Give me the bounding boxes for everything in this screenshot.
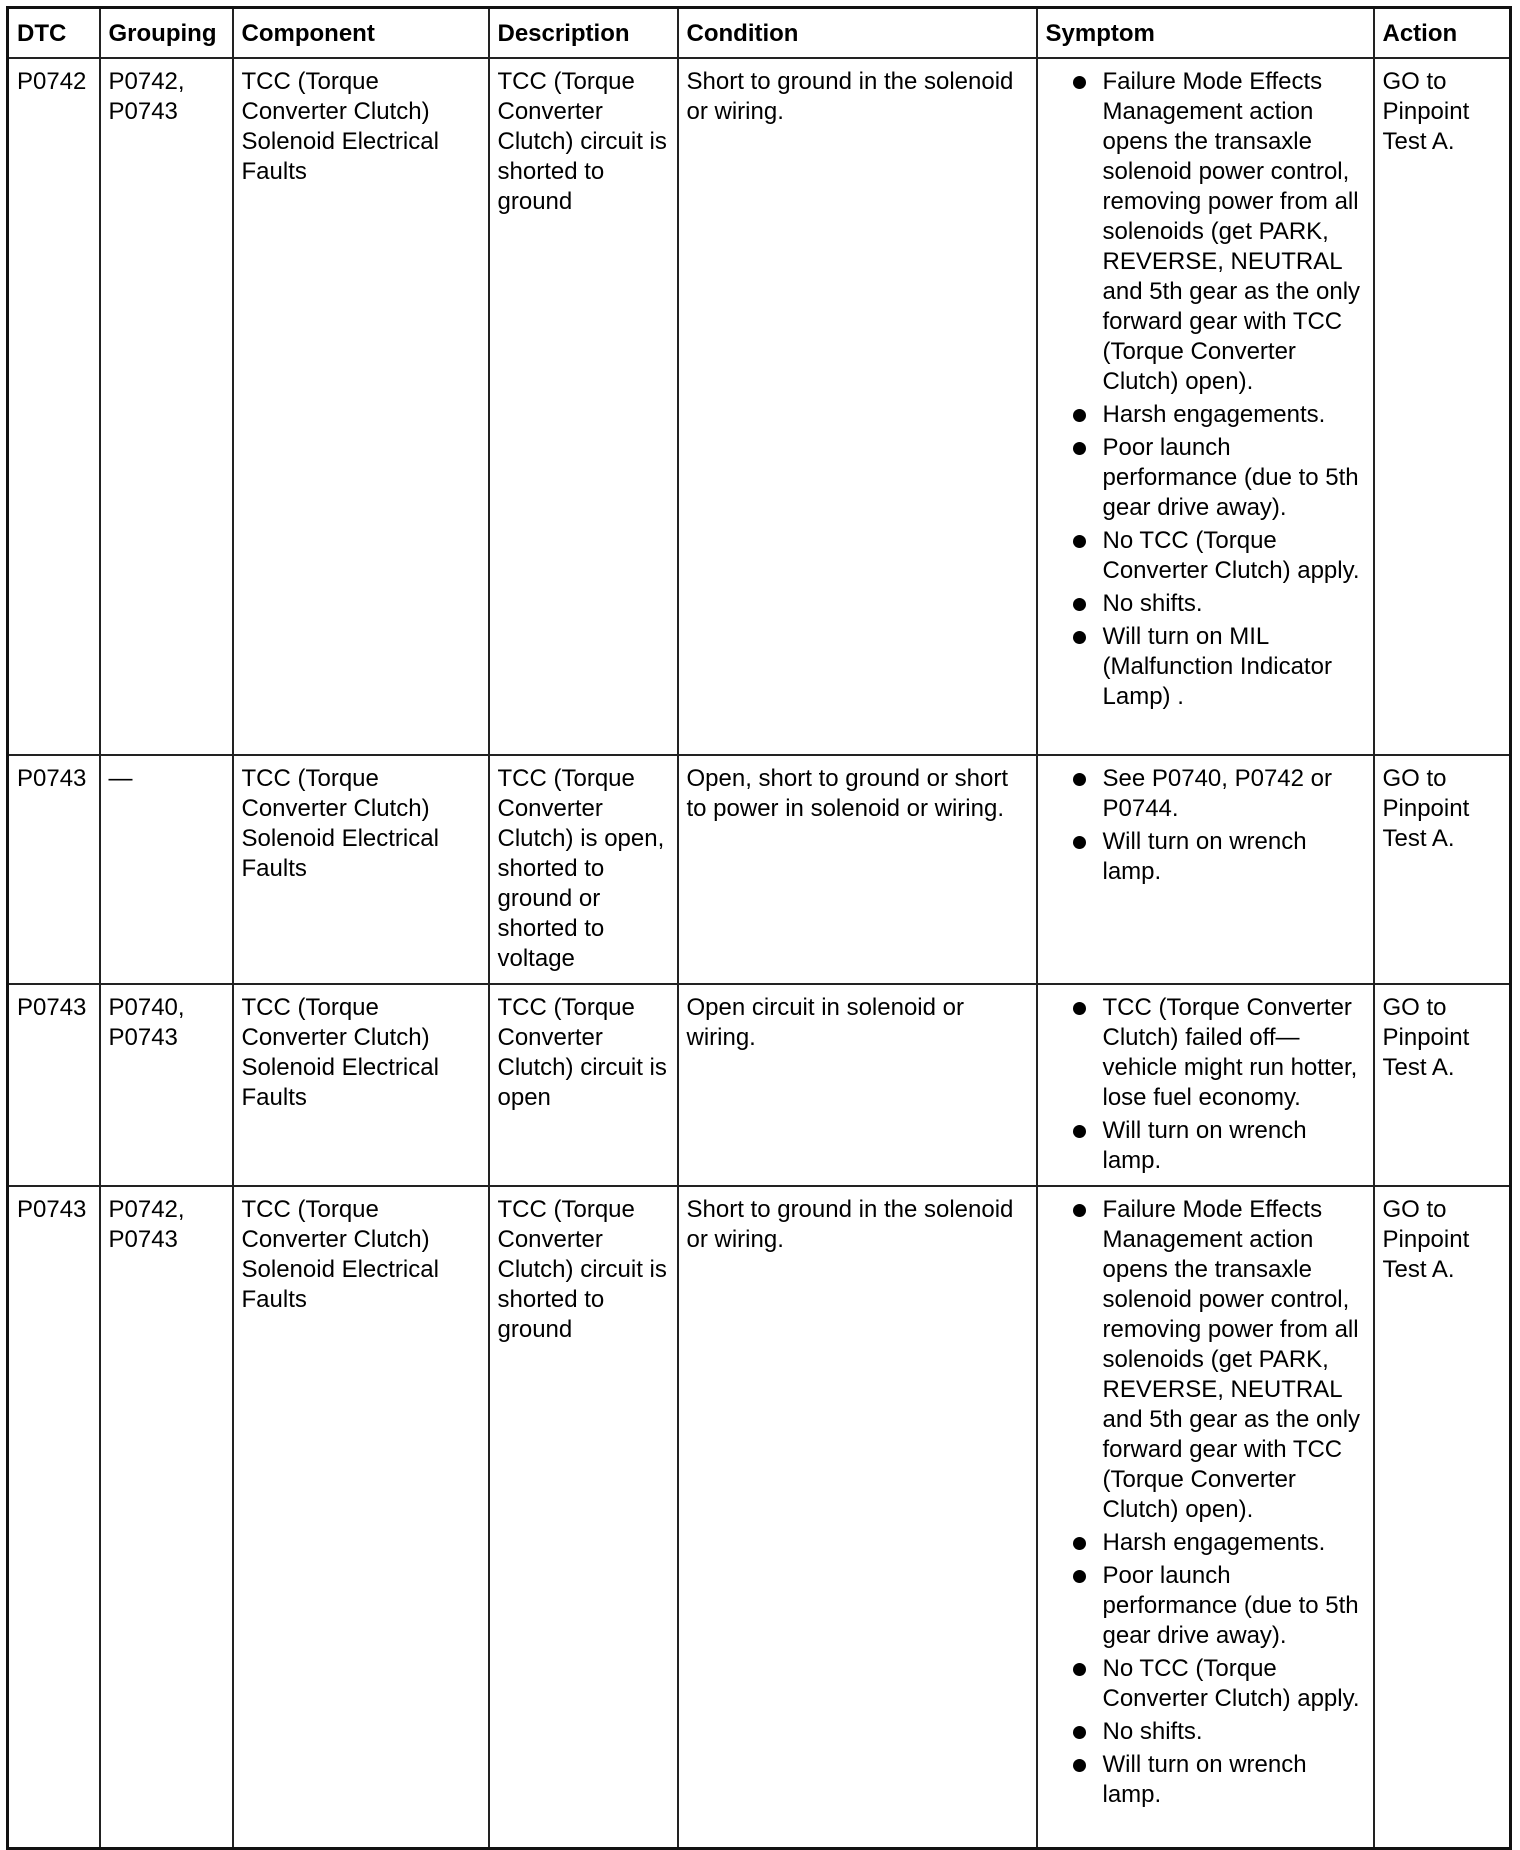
description-cell: TCC (Torque Converter Clutch) circuit is open — [489, 984, 678, 1186]
header-action: Action — [1374, 8, 1511, 59]
symptom-item: Failure Mode Effects Management action opens the transaxle solenoid power control, removing power from all solenoids (get PARK, REVERSE, NEUTRAL and 5th gear as the only forward gear with TCC (Torque Converter Clutch) open). — [1046, 67, 1366, 397]
header-dtc: DTC — [8, 8, 100, 59]
header-component: Component — [233, 8, 489, 59]
table-row — [8, 1186, 1511, 1848]
symptom-item: No TCC (Torque Converter Clutch) apply. — [1046, 1654, 1366, 1714]
component-cell: TCC (Torque Converter Clutch) Solenoid Electrical Faults — [233, 755, 489, 984]
description-cell: TCC (Torque Converter Clutch) is open, shorted to ground or shorted to voltage — [489, 755, 678, 984]
action-cell: GO to Pinpoint Test A. — [1374, 58, 1511, 755]
description-cell: TCC (Torque Converter Clutch) circuit is shorted to ground — [489, 1186, 678, 1848]
condition-cell: Open circuit in solenoid or wiring. — [678, 984, 1037, 1186]
condition-cell: Short to ground in the solenoid or wiring. — [678, 1186, 1037, 1848]
symptom-item: See P0740, P0742 or P0744. — [1046, 764, 1366, 824]
component-cell: TCC (Torque Converter Clutch) Solenoid Electrical Faults — [233, 984, 489, 1186]
symptom-item: No shifts. — [1046, 589, 1366, 619]
dtc-table — [6, 6, 1512, 1850]
symptom-list — [1046, 764, 1366, 887]
dtc-cell: P0742 — [8, 58, 100, 755]
header-condition: Condition — [678, 8, 1037, 59]
symptom-item: Will turn on wrench lamp. — [1046, 1116, 1366, 1176]
dtc-cell: P0743 — [8, 984, 100, 1186]
symptom-item: No shifts. — [1046, 1717, 1366, 1747]
table-row — [8, 984, 1511, 1186]
action-cell: GO to Pinpoint Test A. — [1374, 1186, 1511, 1848]
condition-cell: Short to ground in the solenoid or wiring. — [678, 58, 1037, 755]
symptom-item: Poor launch performance (due to 5th gear drive away). — [1046, 1561, 1366, 1651]
dtc-table-container — [6, 6, 1512, 1850]
symptom-list — [1046, 1195, 1366, 1810]
symptom-item: Poor launch performance (due to 5th gear drive away). — [1046, 433, 1366, 523]
symptom-item: Harsh engagements. — [1046, 1528, 1366, 1558]
action-cell: GO to Pinpoint Test A. — [1374, 984, 1511, 1186]
symptom-item: Will turn on MIL (Malfunction Indicator Lamp) . — [1046, 622, 1366, 712]
table-row — [8, 755, 1511, 984]
symptom-cell — [1037, 984, 1374, 1186]
symptom-cell — [1037, 1186, 1374, 1848]
table-body — [8, 58, 1511, 1848]
description-cell: TCC (Torque Converter Clutch) circuit is shorted to ground — [489, 58, 678, 755]
symptom-cell — [1037, 58, 1374, 755]
symptom-list — [1046, 993, 1366, 1176]
component-cell: TCC (Torque Converter Clutch) Solenoid Electrical Faults — [233, 1186, 489, 1848]
symptom-item: Will turn on wrench lamp. — [1046, 1750, 1366, 1810]
dtc-cell: P0743 — [8, 1186, 100, 1848]
grouping-cell: P0740, P0743 — [100, 984, 233, 1186]
header-row — [8, 8, 1511, 59]
grouping-cell: P0742, P0743 — [100, 1186, 233, 1848]
action-cell: GO to Pinpoint Test A. — [1374, 755, 1511, 984]
header-symptom: Symptom — [1037, 8, 1374, 59]
header-description: Description — [489, 8, 678, 59]
symptom-item: Failure Mode Effects Management action opens the transaxle solenoid power control, removing power from all solenoids (get PARK, REVERSE, NEUTRAL and 5th gear as the only forward gear with TCC (Torque Converter Clutch) open). — [1046, 1195, 1366, 1525]
table-row — [8, 58, 1511, 755]
grouping-cell: P0742, P0743 — [100, 58, 233, 755]
component-cell: TCC (Torque Converter Clutch) Solenoid Electrical Faults — [233, 58, 489, 755]
symptom-item: TCC (Torque Converter Clutch) failed off—vehicle might run hotter, lose fuel economy. — [1046, 993, 1366, 1113]
symptom-list — [1046, 67, 1366, 712]
symptom-cell — [1037, 755, 1374, 984]
symptom-item: Will turn on wrench lamp. — [1046, 827, 1366, 887]
grouping-cell: — — [100, 755, 233, 984]
condition-cell: Open, short to ground or short to power in solenoid or wiring. — [678, 755, 1037, 984]
symptom-item: Harsh engagements. — [1046, 400, 1366, 430]
header-grouping: Grouping — [100, 8, 233, 59]
dtc-cell: P0743 — [8, 755, 100, 984]
symptom-item: No TCC (Torque Converter Clutch) apply. — [1046, 526, 1366, 586]
